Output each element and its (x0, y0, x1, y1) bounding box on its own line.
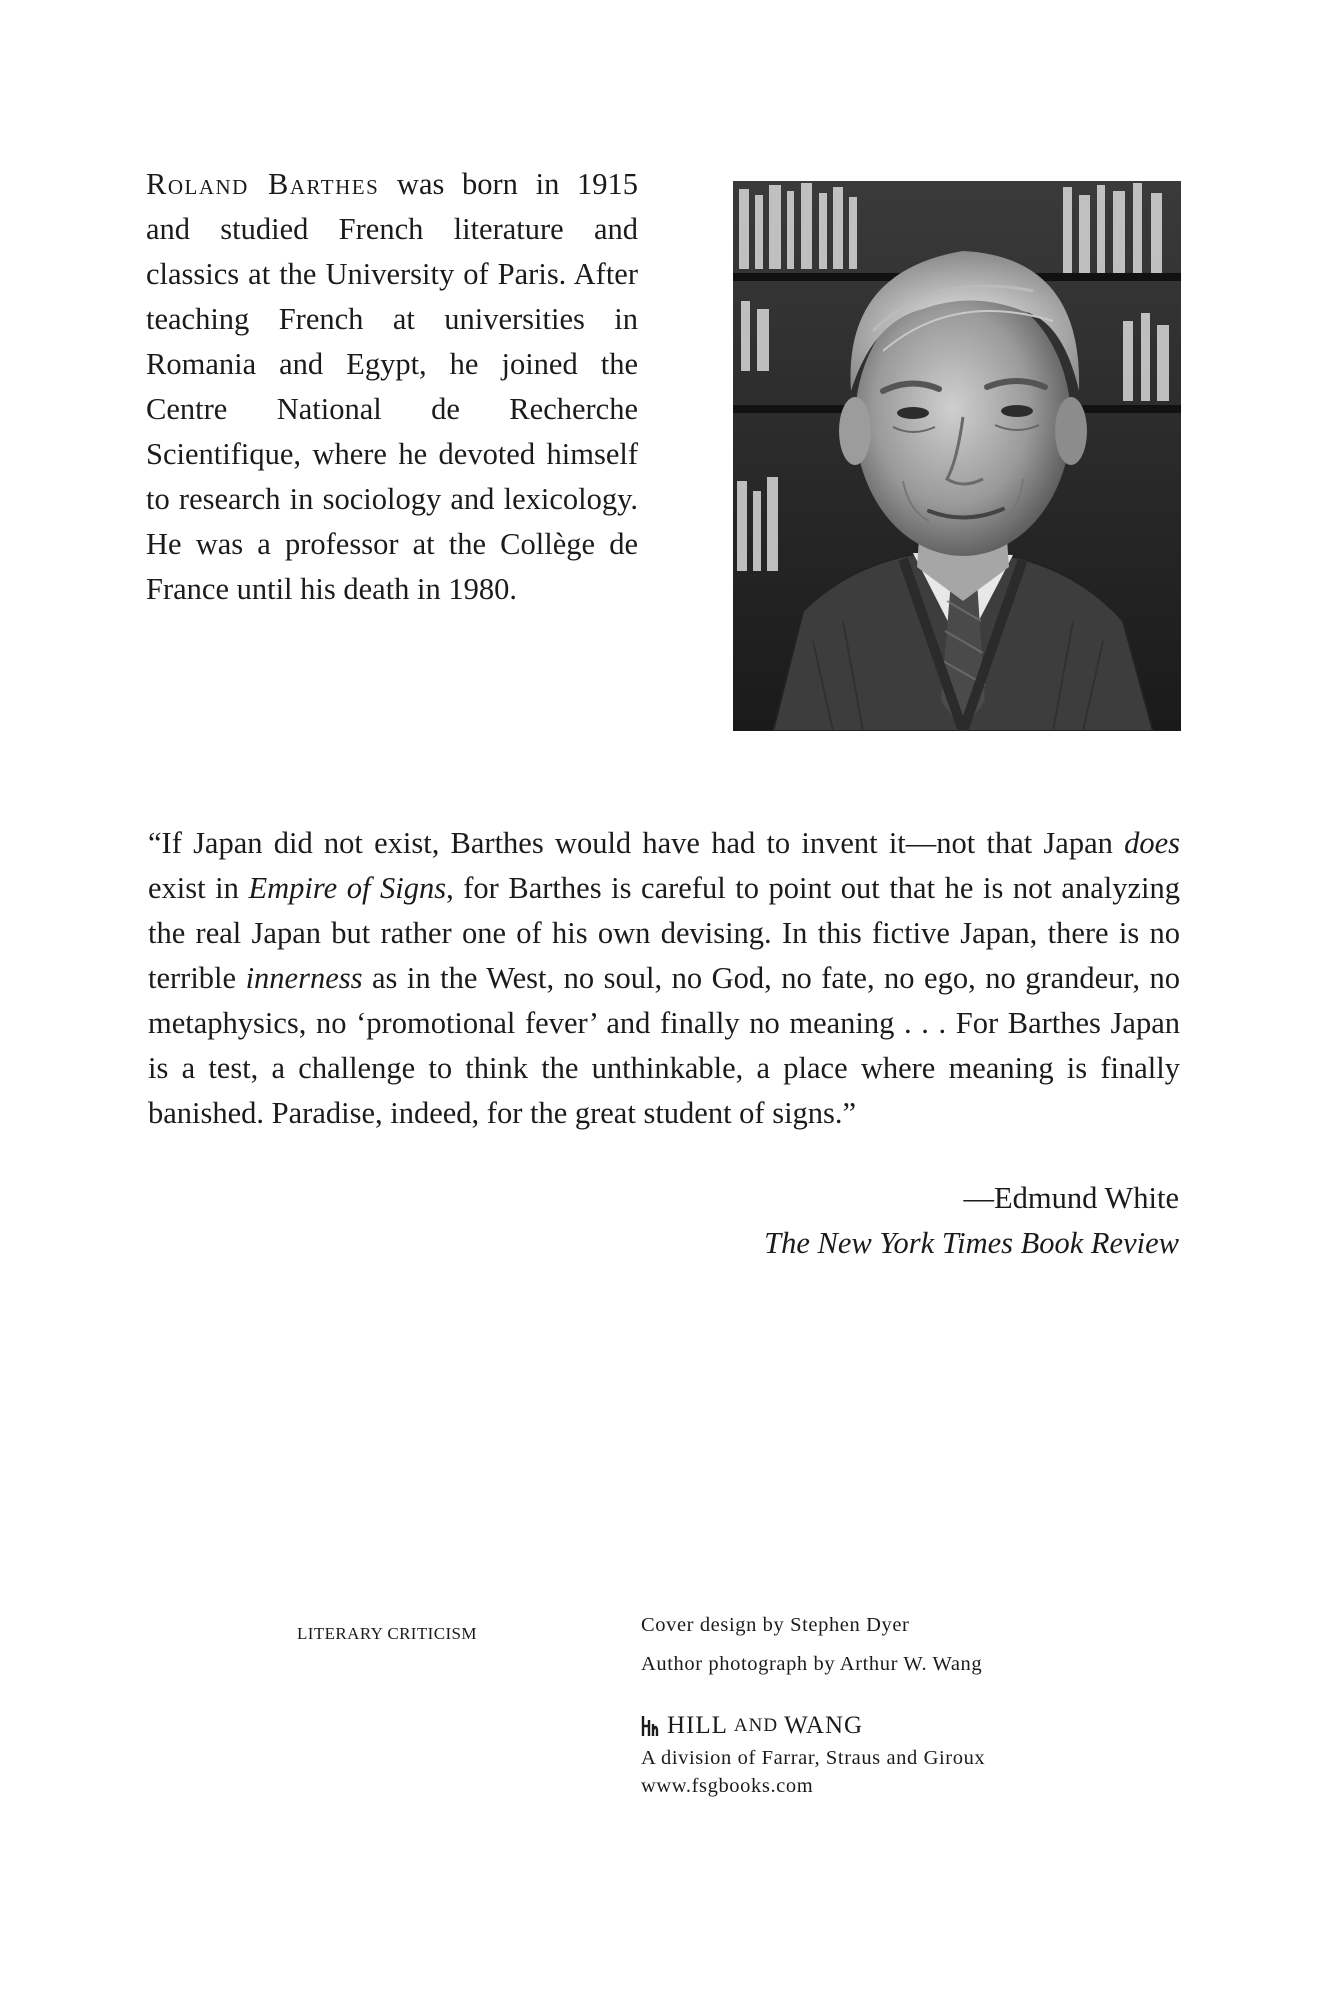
book-credits (641, 1606, 982, 1684)
quote-emphasis: innerness (245, 961, 363, 995)
quote-segment: exist in (148, 871, 249, 905)
cover-design-credit: Cover design by Stephen Dyer (641, 1614, 910, 1636)
author-bio (146, 162, 638, 612)
quote-publication: The New York Times Book Review (764, 1226, 1179, 1260)
publisher-block (641, 1708, 985, 1800)
quote-attribution (764, 1176, 1179, 1266)
publisher-name-part: AND (733, 1715, 779, 1736)
quote-segment: as in the West, no soul, no God, no fate, no ego, no grandeur, no metaphysics, no ‘promotional fever’ and finally no meaning . . . For Barthes Japan is a test, a challenge to think the unthinkable, a place where meaning is finally banished. Paradise, indeed, for the great student of signs.” (148, 961, 1180, 1130)
author-photograph (733, 181, 1181, 731)
publisher-website: www.fsgbooks.com (641, 1775, 814, 1797)
publisher-name (641, 1708, 985, 1744)
publisher-division: A division of Farrar, Straus and Giroux (641, 1747, 986, 1769)
review-quote (148, 821, 1180, 1136)
quote-segment: “If Japan did not exist, Barthes would have had to invent it—not that Japan (148, 826, 1125, 860)
publisher-name-part: HILL (667, 1712, 728, 1739)
book-category: LITERARY CRITICISM (297, 1624, 477, 1643)
review-quote-text (148, 821, 1180, 1136)
quote-emphasis: does (1124, 826, 1180, 860)
quote-author: —Edmund White (963, 1181, 1179, 1215)
quote-segment: , for Barthes is careful to point out that he is not analyzing the real Japan but rather one of his own devising. In this fictive Japan, there is no terrible (148, 871, 1180, 995)
author-photo-credit: Author photograph by Arthur W. Wang (641, 1653, 983, 1675)
author-bio-text: was born in 1915 and studied French literature and classics at the University of Paris. After teaching French at universities in Romania and Egypt, he joined the Centre National de Recherche Scientifique, where he devoted himself to research in sociology and lexicology. He was a professor at the Collège de France until his death in 1980. (146, 167, 638, 606)
author-portrait-image (733, 181, 1181, 731)
hill-and-wang-logo-icon (641, 1714, 659, 1738)
publisher-name-part: WANG (784, 1712, 864, 1739)
quote-book-title: Empire of Signs (248, 871, 447, 905)
author-name: Roland Barthes (146, 167, 380, 201)
